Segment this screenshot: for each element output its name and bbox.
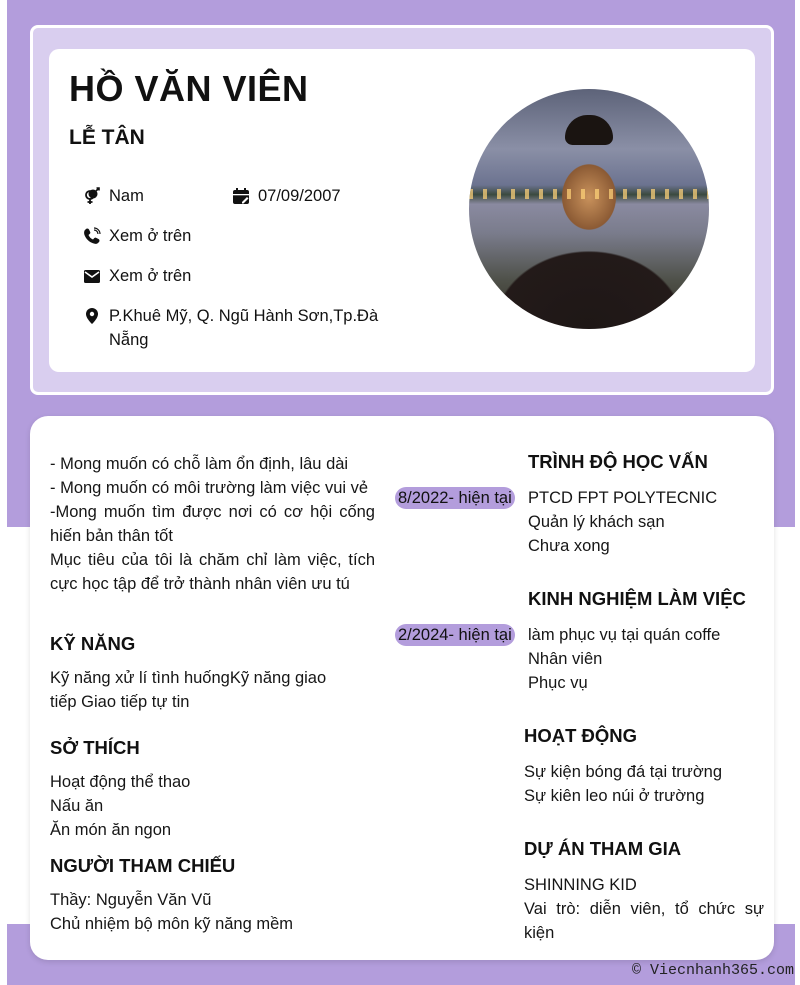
phone-icon — [83, 227, 101, 245]
reference-item: Chủ nhiệm bộ môn kỹ năng mềm — [50, 915, 294, 933]
objective-line: - Mong muốn có chỗ làm ổn định, lâu dài — [50, 455, 349, 473]
reference-item: Thầy: Nguyễn Văn Vũ — [50, 891, 212, 909]
skills-title: KỸ NĂNG — [50, 633, 136, 654]
candidate-role: LỄ TÂN — [69, 126, 145, 149]
calendar-icon — [232, 187, 250, 205]
skills-text: Kỹ năng xử lí tình huốngKỹ năng giao tiếp Giao tiếp tự tin — [50, 669, 327, 711]
objective-line: -Mong muốn tìm được nơi có cơ hội cống hiến bản thân tốt — [50, 503, 375, 545]
experience-item: Nhân viên — [528, 650, 603, 668]
projects-title: DỰ ÁN THAM GIA — [524, 838, 682, 859]
references-title: NGƯỜI THAM CHIẾU — [50, 855, 236, 876]
hobby-item: Hoạt động thể thao — [50, 773, 191, 791]
hobbies-list — [50, 770, 370, 842]
experience-period-badge: 2/2024- hiện tại — [395, 624, 515, 646]
mail-icon — [83, 267, 101, 285]
project-item: Vai trò: diễn viên, tổ chức sự kiện — [524, 900, 764, 942]
education-period-badge: 8/2022- hiện tại — [395, 487, 515, 509]
gender-value: Nam — [109, 187, 144, 205]
career-objective — [50, 452, 375, 596]
education-details — [528, 486, 768, 558]
footer-copyright: © Viecnhanh365.com — [631, 962, 794, 979]
info-email — [83, 264, 191, 288]
activities-list — [524, 760, 764, 808]
objective-line: Mục tiêu của tôi là chăm chỉ làm việc, tích cực học tập để trở thành nhân viên ưu tú — [50, 551, 375, 593]
gender-icon — [83, 187, 101, 205]
experience-item: Phục vụ — [528, 674, 588, 692]
info-address — [83, 304, 383, 352]
references-list — [50, 888, 370, 936]
info-birthdate — [232, 184, 341, 208]
info-phone — [83, 224, 191, 248]
info-gender — [83, 184, 144, 208]
hobbies-title: SỞ THÍCH — [50, 737, 140, 758]
project-item: SHINNING KID — [524, 876, 637, 894]
hobby-item: Ăn món ăn ngon — [50, 821, 172, 839]
email-value: Xem ở trên — [109, 267, 192, 285]
activity-item: Sự kiên leo núi ở trường — [524, 787, 705, 805]
avatar — [469, 89, 709, 329]
experience-details — [528, 623, 768, 695]
education-item: Quản lý khách sạn — [528, 513, 665, 531]
education-title: TRÌNH ĐỘ HỌC VẤN — [528, 451, 708, 472]
projects-list — [524, 873, 764, 945]
avatar-hair — [565, 115, 613, 145]
birthdate-value: 07/09/2007 — [258, 187, 341, 205]
objective-line: - Mong muốn có môi trường làm việc vui vẻ — [50, 479, 369, 497]
experience-item: làm phục vụ tại quán coffe — [528, 626, 721, 644]
hobby-item: Nấu ăn — [50, 797, 104, 815]
address-value: P.Khuê Mỹ, Q. Ngũ Hành Sơn,Tp.Đà Nẵng — [109, 307, 379, 349]
education-item: PTCD FPT POLYTECNIC — [528, 489, 718, 507]
candidate-name: HỒ VĂN VIÊN — [69, 68, 309, 109]
education-item: Chưa xong — [528, 537, 610, 555]
phone-value: Xem ở trên — [109, 227, 192, 245]
location-pin-icon — [83, 307, 101, 325]
avatar-background-lights — [469, 189, 709, 199]
activities-title: HOẠT ĐỘNG — [524, 725, 638, 746]
experience-title: KINH NGHIỆM LÀM VIỆC — [528, 588, 746, 609]
activity-item: Sự kiện bóng đá tại trường — [524, 763, 723, 781]
